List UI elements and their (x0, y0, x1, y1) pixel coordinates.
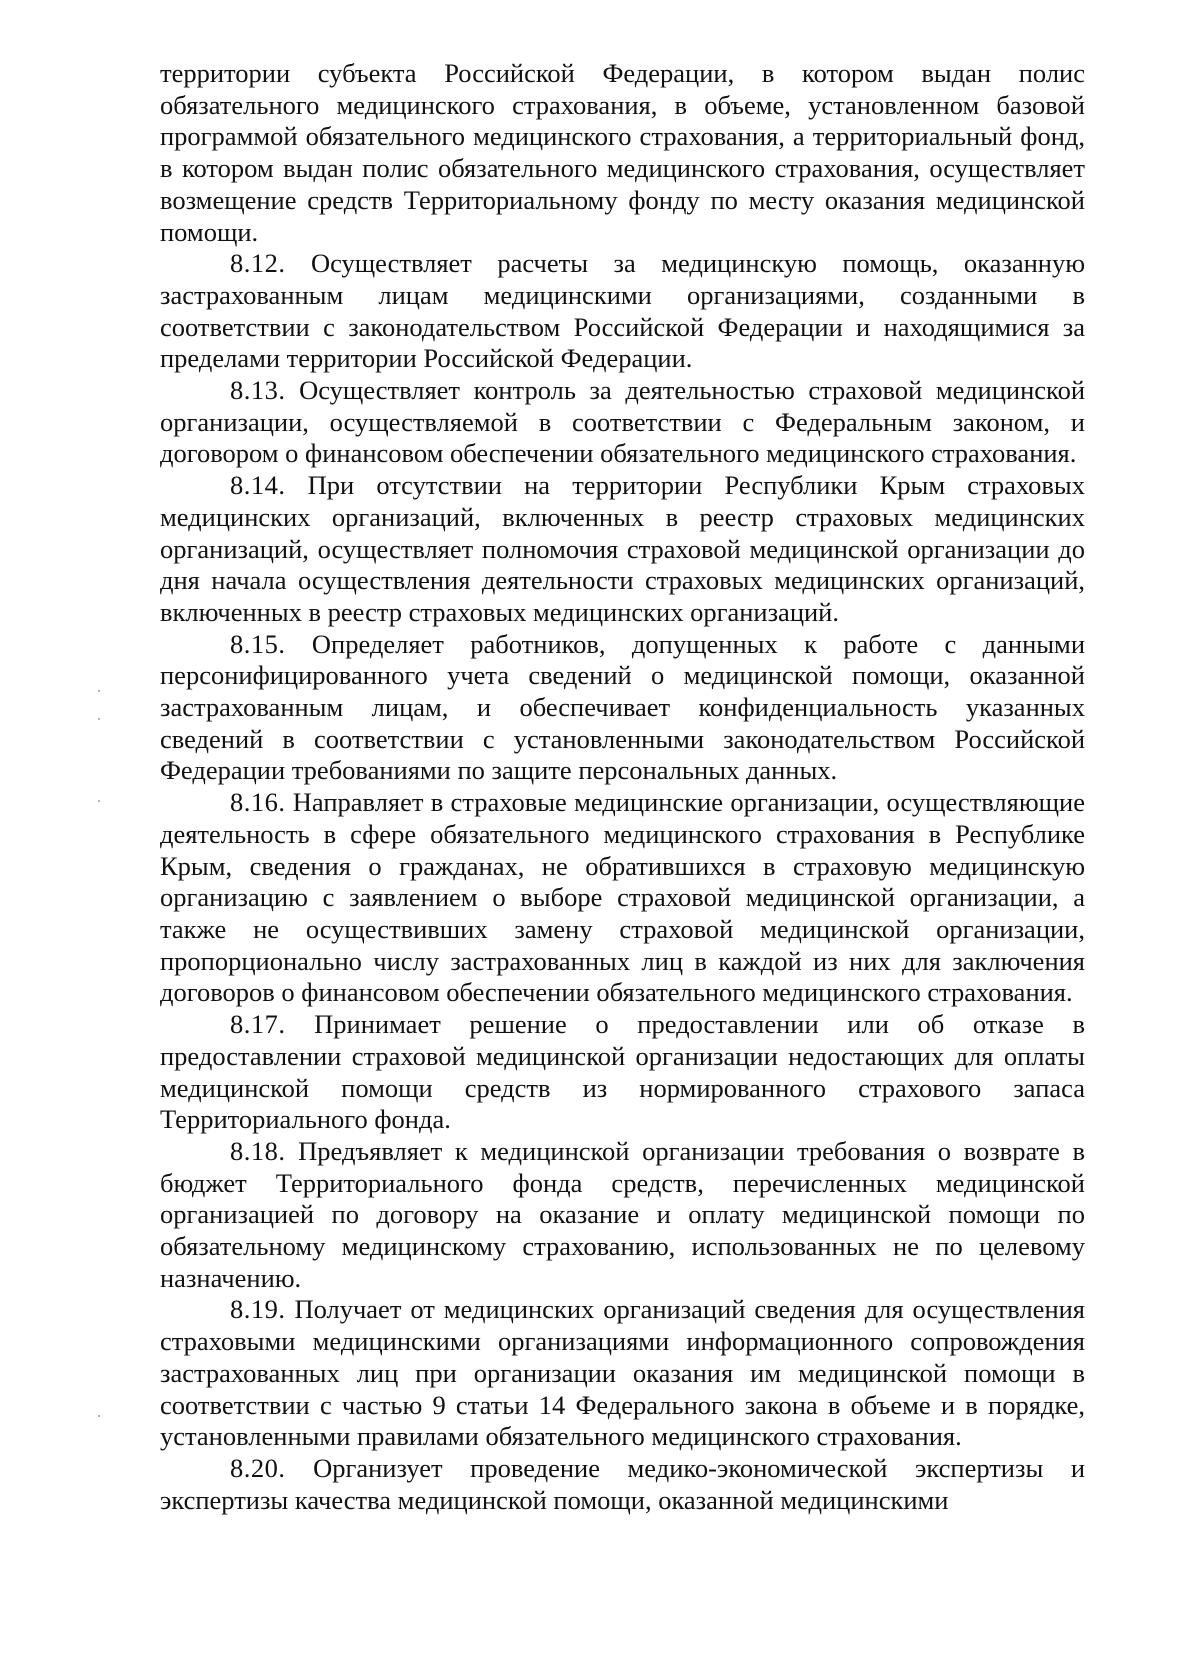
scan-speck (98, 800, 100, 802)
scan-speck (98, 718, 100, 720)
clause-text: Осуществляет расчеты за медицинскую помощь, оказанную застрахованным лицам медицинскими организациями, созданными в соответствии с законодательством Российской Федерации и находящимися за пределами территории Российской Федерации. (160, 248, 1086, 374)
clause-text: Получает от медицинских организаций сведения для осуществления страховыми медицинскими организациями информационного сопровождения застрахованных лиц при организации оказания им медицинской помощи в соответствии с частью 9 статьи 14 Федерального закона в объеме и в порядке, установленными правилами обязательного медицинского страхования. (160, 1294, 1085, 1452)
clause-number: 8.20. (230, 1452, 286, 1483)
clause-8-12 (160, 248, 1085, 375)
clause-text: Организует проведение медико-экономической экспертизы и экспертизы качества медицинской помощи, оказанной медицинскими (160, 1452, 1085, 1515)
clause-number: 8.18. (230, 1135, 286, 1166)
clause-8-17 (160, 1009, 1085, 1136)
clause-text: Предъявляет к медицинской организации требования о возврате в бюджет Территориального фонда средств, перечисленных медицинской организацией по договору на оказание и оплату медицинской помощи по обязательному медицинскому страхованию, использованных не по целевому назначению. (160, 1135, 1086, 1293)
clause-text: Принимает решение о предоставлении или об отказе в предоставлении страховой медицинской организации недостающих для оплаты медицинской помощи средств из нормированного страхового запаса Территориального фонда. (160, 1009, 1086, 1135)
clause-text: Направляет в страховые медицинские организации, осуществляющие деятельность в сфере обязательного медицинского страхования в Республике Крым, сведения о гражданах, не обратившихся в страховую медицинскую организацию с заявлением о выборе страховой медицинской организации, а также не осуществивших замену страховой медицинской организации, пропорционально числу застрахованных лиц в каждой из них для заключения договоров о финансовом обеспечении обязательного медицинского страхования. (160, 787, 1085, 1008)
clause-number: 8.15. (230, 628, 286, 659)
clause-text: Осуществляет контроль за деятельностью страховой медицинской организации, осуществляемой в соответствии с Федеральным законом, и договором о финансовом обеспечении обязательного медицинского страхования. (160, 375, 1085, 469)
clause-number: 8.19. (230, 1294, 286, 1325)
clause-number: 8.17. (230, 1009, 286, 1040)
clause-8-19 (160, 1294, 1085, 1453)
clause-8-14 (160, 470, 1085, 629)
continuation-paragraph: территории субъекта Российской Федерации, в котором выдан полис обязательного медицинского страхования, в объеме, установленном базовой программой обязательного медицинского страхования, а территориальный фонд, в котором выдан полис обязательного медицинского страхования, осуществляет возмещение средств Территориальному фонду по месту оказания медицинской помощи. (160, 58, 1085, 247)
clause-8-18 (160, 1136, 1085, 1295)
clause-8-20 (160, 1453, 1085, 1516)
clause-8-13 (160, 375, 1085, 470)
clause-number: 8.12. (230, 248, 286, 279)
scan-speck (98, 1415, 100, 1417)
clause-number: 8.13. (230, 375, 286, 406)
clause-text: При отсутствии на территории Республики Крым страховых медицинских организаций, включенных в реестр страховых медицинских организаций, осуществляет полномочия страховой медицинской организации до дня начала осуществления деятельности страховых медицинских организаций, включенных в реестр страховых медицинских организаций. (160, 470, 1085, 627)
clause-8-15 (160, 629, 1085, 788)
scan-speck (98, 690, 100, 692)
clause-text: Определяет работников, допущенных к работе с данными персонифицированного учета сведений о медицинской помощи, оказанной застрахованным лицам, и обеспечивает конфиденциальность указанных сведений в соответствии с установленными законодательством Российской Федерации требованиями по защите персональных данных. (160, 628, 1086, 786)
document-body (160, 58, 1085, 1516)
clause-8-16 (160, 787, 1085, 1009)
clause-number: 8.14. (230, 470, 286, 501)
clause-number: 8.16. (230, 787, 286, 818)
